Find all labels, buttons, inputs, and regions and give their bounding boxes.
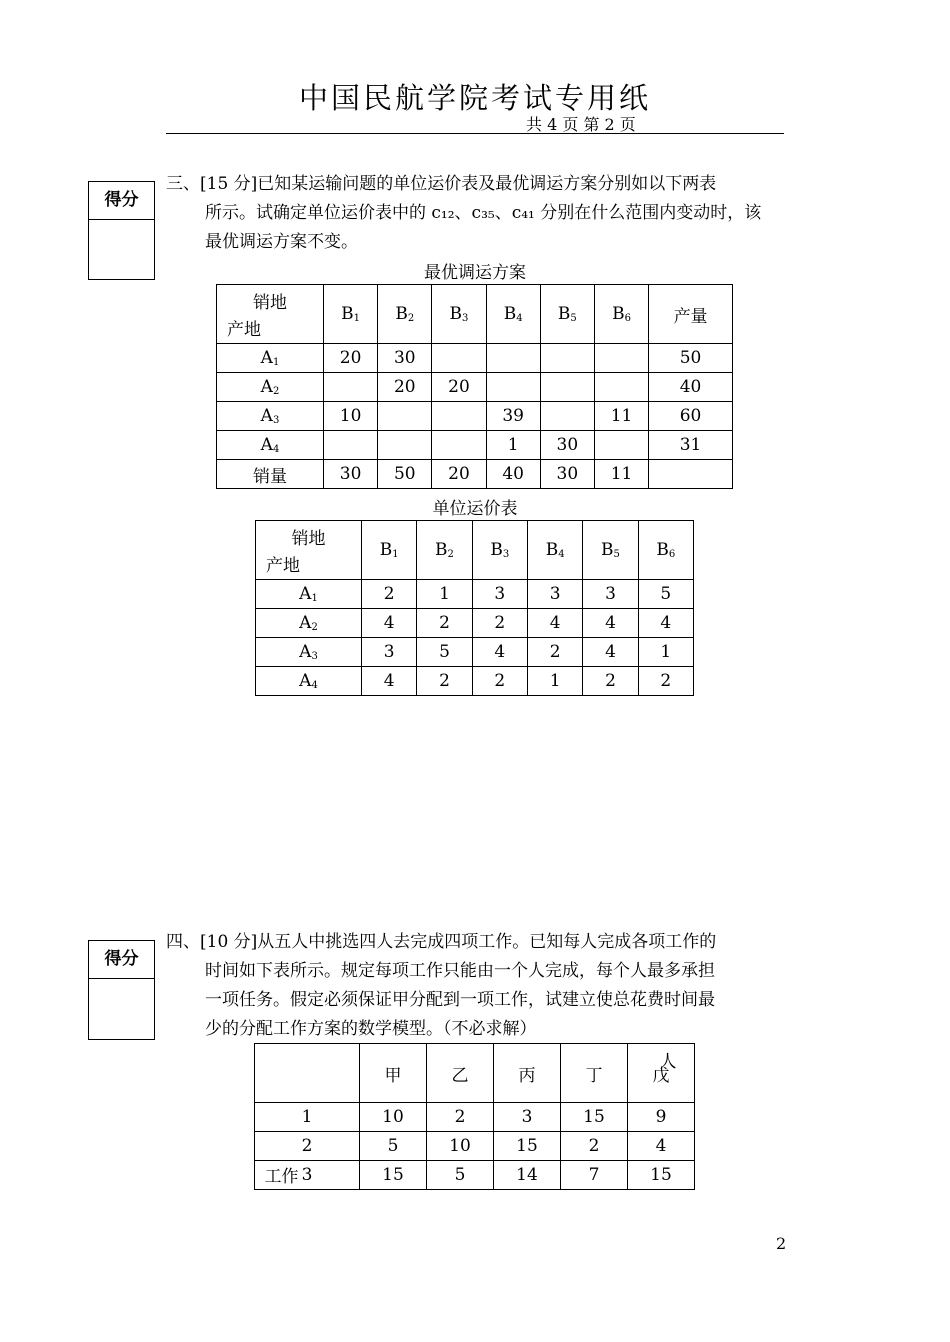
column-header: 甲 (360, 1044, 427, 1103)
table-cell: 50 (649, 344, 733, 373)
row-header: 3 (255, 1161, 360, 1190)
table-cell: 1 (417, 580, 472, 609)
table-cell: 1 (638, 638, 693, 667)
table-row (255, 1161, 695, 1190)
table-cell: 20 (324, 344, 378, 373)
q4-line-1: 四、[10 分]从五人中挑选四人去完成四项工作。已知每人完成各项工作的 (166, 932, 717, 952)
table-cell: 15 (360, 1161, 427, 1190)
corner-bottom-label: 产地 (266, 556, 300, 576)
table-cell: 5 (417, 638, 472, 667)
page-info: 共 4 页 第 2 页 (526, 115, 636, 134)
column-header: 丙 (494, 1044, 561, 1103)
table-cell: 1 (486, 431, 540, 460)
table-row (256, 580, 694, 609)
table-cell (432, 344, 486, 373)
table-cell: 3 (362, 638, 417, 667)
question-4-text (166, 928, 786, 1044)
column-header: $B_6$ (594, 285, 648, 344)
table-cell: 4 (583, 638, 638, 667)
column-header: $B_3$ (472, 521, 527, 580)
table-cell: 2 (472, 609, 527, 638)
table-cell: 4 (628, 1132, 695, 1161)
corner-cell (256, 521, 362, 580)
table-row (217, 460, 733, 489)
table-cell: 2 (472, 667, 527, 696)
table-row (217, 373, 733, 402)
q4-line-4: 少的分配工作方案的数学模型。（不必求解） (205, 1019, 537, 1039)
table-cell: 4 (362, 667, 417, 696)
row-header: $A_4$ (256, 667, 362, 696)
table-cell: 30 (324, 460, 378, 489)
table-cell: 3 (527, 580, 582, 609)
row-header: $A_3$ (256, 638, 362, 667)
table-cell: 39 (486, 402, 540, 431)
column-header: $B_5$ (583, 521, 638, 580)
table-cell: 2 (427, 1103, 494, 1132)
table-cell: 30 (540, 460, 594, 489)
table-cell (432, 431, 486, 460)
table-cell: 3 (583, 580, 638, 609)
table-cell (594, 373, 648, 402)
row-header: $A_1$ (256, 580, 362, 609)
q4-line-3: 一项任务。假定必须保证甲分配到一项工作，试建立使总花费时间最 (205, 990, 715, 1010)
table-cell: 60 (649, 402, 733, 431)
row-header: $A_3$ (217, 402, 324, 431)
column-header: 产量 (649, 285, 733, 344)
column-header: 乙 (427, 1044, 494, 1103)
table2-caption: 单位运价表 (432, 499, 518, 519)
table-cell: 3 (472, 580, 527, 609)
table-cell: 2 (561, 1132, 628, 1161)
table-cell (432, 402, 486, 431)
column-header: $B_3$ (432, 285, 486, 344)
table-cell: 7 (561, 1161, 628, 1190)
table-cell: 10 (427, 1132, 494, 1161)
table-cell (540, 373, 594, 402)
table-header-row (255, 1044, 695, 1103)
column-header: 戊 (628, 1044, 695, 1103)
header-divider (166, 133, 784, 134)
table-cell (486, 373, 540, 402)
table-cell (649, 460, 733, 489)
table-cell: 30 (540, 431, 594, 460)
table-cell: 2 (417, 667, 472, 696)
q3-line-3: 最优调运方案不变。 (205, 232, 358, 252)
table-row (255, 1103, 695, 1132)
table-row (217, 431, 733, 460)
table-cell: 30 (378, 344, 432, 373)
score-box-q4 (88, 940, 155, 1040)
table-cell (378, 431, 432, 460)
table-cell: 1 (527, 667, 582, 696)
table-row (256, 638, 694, 667)
row-header: $A_4$ (217, 431, 324, 460)
column-header: $B_1$ (362, 521, 417, 580)
table-cell: 15 (561, 1103, 628, 1132)
table-cell: 2 (527, 638, 582, 667)
table1-caption: 最优调运方案 (424, 263, 526, 283)
table-row (256, 609, 694, 638)
table-cell (540, 402, 594, 431)
table-cell: 4 (527, 609, 582, 638)
table-cell (594, 344, 648, 373)
table-cell: 15 (628, 1161, 695, 1190)
q3-line-2: 所示。试确定单位运价表中的 c₁₂、c₃₅、c₄₁ 分别在什么范围内变动时，该 (205, 203, 762, 223)
score-label: 得分 (89, 941, 154, 979)
row-header: $A_2$ (256, 609, 362, 638)
optimal-plan-table (216, 284, 733, 489)
column-header: $B_5$ (540, 285, 594, 344)
table-cell (378, 402, 432, 431)
table-cell (324, 431, 378, 460)
table-cell (324, 373, 378, 402)
column-header: $B_4$ (486, 285, 540, 344)
table-cell: 2 (638, 667, 693, 696)
table-cell: 50 (378, 460, 432, 489)
table-cell: 31 (649, 431, 733, 460)
column-header: 丁 (561, 1044, 628, 1103)
score-label: 得分 (89, 182, 154, 220)
table-cell: 5 (427, 1161, 494, 1190)
corner-bottom-label: 工作 (264, 1166, 299, 1187)
table-header-row (217, 285, 733, 344)
table-cell: 4 (638, 609, 693, 638)
table-cell: 10 (360, 1103, 427, 1132)
table-cell: 4 (362, 609, 417, 638)
table-cell: 14 (494, 1161, 561, 1190)
table-cell (486, 344, 540, 373)
table-cell: 20 (432, 460, 486, 489)
assignment-time-table (254, 1043, 695, 1190)
row-header: $A_2$ (217, 373, 324, 402)
column-header: $B_4$ (527, 521, 582, 580)
corner-bottom-label: 产地 (227, 320, 261, 340)
table-row (255, 1132, 695, 1161)
table-row (217, 344, 733, 373)
table-cell: 4 (583, 609, 638, 638)
table-header-row (256, 521, 694, 580)
page-title: 中国民航学院考试专用纸 (298, 81, 651, 115)
table-cell: 5 (638, 580, 693, 609)
table-cell: 11 (594, 402, 648, 431)
column-header: $B_2$ (417, 521, 472, 580)
table-cell: 2 (583, 667, 638, 696)
q4-line-2: 时间如下表所示。规定每项工作只能由一个人完成，每个人最多承担 (205, 961, 715, 981)
row-header: 2 (255, 1132, 360, 1161)
unit-cost-table (255, 520, 694, 696)
corner-top-label: 销地 (291, 529, 326, 549)
table-cell: 10 (324, 402, 378, 431)
table-cell: 3 (494, 1103, 561, 1132)
table-cell: 40 (486, 460, 540, 489)
table-cell: 20 (378, 373, 432, 402)
row-header: $A_1$ (217, 344, 324, 373)
row-header: 1 (255, 1103, 360, 1132)
q3-line-1: 三、[15 分]已知某运输问题的单位运价表及最优调运方案分别如以下两表 (166, 174, 717, 194)
table-cell: 2 (417, 609, 472, 638)
table-cell: 9 (628, 1103, 695, 1132)
table-cell: 20 (432, 373, 486, 402)
table-row (217, 402, 733, 431)
column-header: $B_2$ (378, 285, 432, 344)
table-cell: 2 (362, 580, 417, 609)
table-cell: 11 (594, 460, 648, 489)
corner-top-label: 销地 (253, 293, 287, 313)
page-number: 2 (776, 1234, 787, 1253)
column-header: $B_6$ (638, 521, 693, 580)
table-row (256, 667, 694, 696)
corner-top-label: 人 (659, 1051, 677, 1072)
question-3-text (166, 170, 786, 257)
corner-cell (217, 285, 324, 344)
table-cell: 5 (360, 1132, 427, 1161)
row-header: 销量 (217, 460, 324, 489)
table-cell (540, 344, 594, 373)
table-cell: 4 (472, 638, 527, 667)
table-cell: 40 (649, 373, 733, 402)
table-cell (594, 431, 648, 460)
table-cell: 15 (494, 1132, 561, 1161)
column-header: $B_1$ (324, 285, 378, 344)
